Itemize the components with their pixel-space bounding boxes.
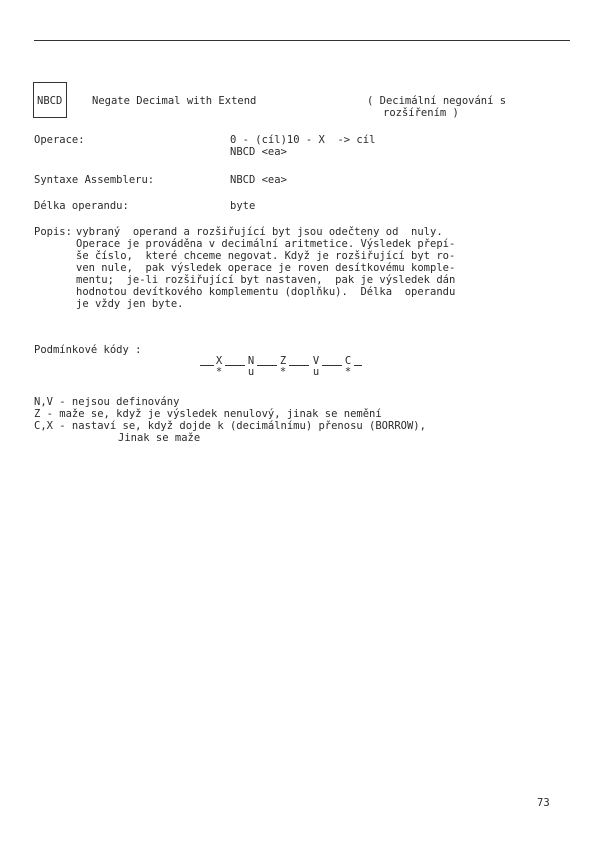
flag-n-value: u	[247, 366, 255, 378]
flag-underline	[200, 365, 214, 366]
delka-value: byte	[230, 200, 256, 212]
popis-line: je vždy jen byte.	[76, 298, 184, 310]
popis-line: hodnotou devítkového komplementu (doplňku). Délka operandu	[76, 286, 456, 298]
czech-title-line2: rozšířením )	[383, 107, 459, 119]
popis-label: Popis:	[34, 226, 72, 238]
flag-c-name: C	[344, 355, 352, 367]
note-z: Z - maže se, když je výsledek nenulový, jinak se nemění	[34, 408, 382, 420]
popis-line: ven nule, pak výsledek operace je roven desítkovému komple-	[76, 262, 456, 274]
delka-label: Délka operandu:	[34, 200, 129, 212]
operace-formula: 0 - (cíl)10 - X -> cíl	[230, 134, 376, 146]
flag-x-value: *	[215, 366, 223, 378]
flag-underline	[257, 365, 277, 366]
note-cx: C,X - nastaví se, když dojde k (decimálnímu) přenosu (BORROW),	[34, 420, 426, 432]
flag-underline	[354, 365, 362, 366]
operace-syntax: NBCD <ea>	[230, 146, 287, 158]
flag-n-name: N	[247, 355, 255, 367]
flag-z-name: Z	[279, 355, 287, 367]
flag-z-value: *	[279, 366, 287, 378]
popis-line: mentu; je-li rozšiřující byt nastaven, pak je výsledek dán	[76, 274, 456, 286]
flag-underline	[289, 365, 309, 366]
note-cx-continuation: Jinak se maže	[118, 432, 201, 444]
operace-label: Operace:	[34, 134, 85, 146]
czech-title-line1: ( Decimální negování s	[367, 95, 507, 107]
top-rule	[34, 40, 570, 41]
podminkove-label: Podmínkové kódy :	[34, 344, 142, 356]
instruction-title: Negate Decimal with Extend	[92, 95, 257, 107]
flag-v-value: u	[312, 366, 320, 378]
note-nv: N,V - nejsou definovány	[34, 396, 180, 408]
syntaxe-label: Syntaxe Assembleru:	[34, 174, 155, 186]
flag-v-name: V	[312, 355, 320, 367]
flag-x-name: X	[215, 355, 223, 367]
popis-line-1: vybraný operand a rozšiřující byt jsou odečteny od nuly.	[76, 226, 443, 238]
flag-underline	[225, 365, 245, 366]
page-number: 73	[537, 797, 550, 809]
popis-line: še číslo, které chceme negovat. Když je rozšiřující byt ro-	[76, 250, 456, 262]
flag-c-value: *	[344, 366, 352, 378]
syntaxe-value: NBCD <ea>	[230, 174, 287, 186]
popis-line: Operace je prováděna v decimální aritmetice. Výsledek přepí-	[76, 238, 456, 250]
flag-underline	[322, 365, 342, 366]
mnemonic: NBCD	[37, 95, 63, 107]
